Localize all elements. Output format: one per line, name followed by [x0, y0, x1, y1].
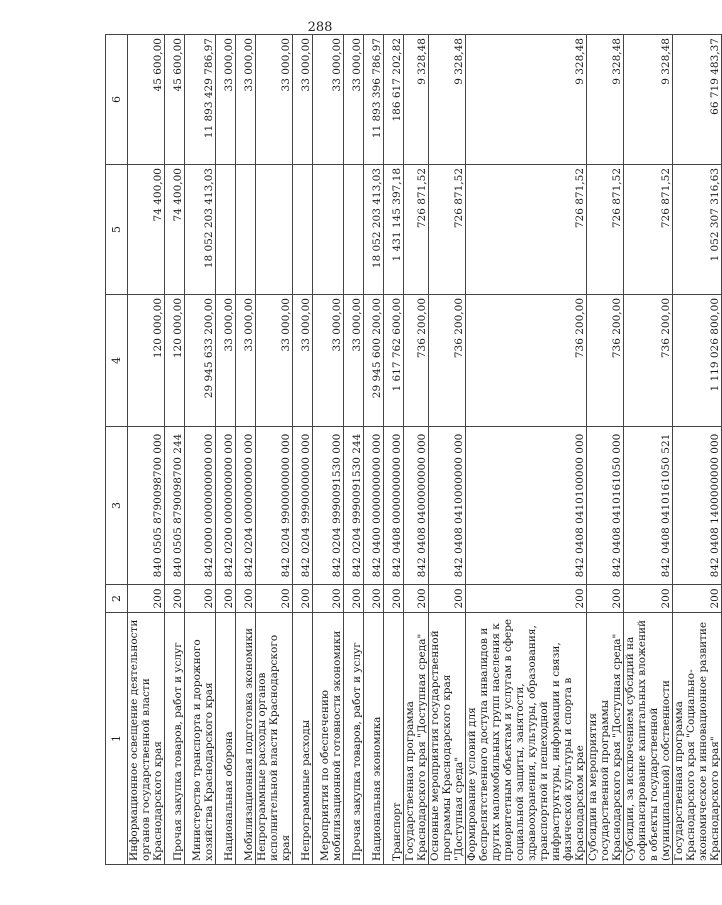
row-name: Прочая закупка товаров, работ и услуг: [344, 613, 364, 865]
row-executed: [344, 165, 364, 295]
row-budget-code: 842 0408 0400000000 000: [404, 427, 429, 585]
table-row: [429, 35, 466, 865]
row-line-code: 200: [466, 585, 587, 613]
budget-execution-table: [105, 34, 722, 865]
row-unexecuted: 33 000,00: [293, 35, 313, 165]
row-budget-code: 842 0204 9990091530 244: [344, 427, 364, 585]
row-approved: 120 000,00: [165, 295, 185, 427]
row-unexecuted: 11 893 396 786,97: [364, 35, 384, 165]
row-line-code: 200: [185, 585, 216, 613]
column-header: 4: [106, 295, 128, 427]
row-unexecuted: 9 328,48: [466, 35, 587, 165]
table-row: [216, 35, 236, 865]
row-line-code: 200: [165, 585, 185, 613]
row-approved: 33 000,00: [313, 295, 344, 427]
row-line-code: 200: [673, 585, 722, 613]
rotated-table-container: [105, 35, 721, 865]
row-line-code: 200: [404, 585, 429, 613]
page-number: 288: [307, 20, 333, 35]
table-row: [624, 35, 673, 865]
table-row: [344, 35, 364, 865]
row-budget-code: 842 0204 9990000000 000: [293, 427, 313, 585]
row-budget-code: 842 0408 0410161050 521: [624, 427, 673, 585]
row-unexecuted: 9 328,48: [587, 35, 624, 165]
row-line-code: 200: [216, 585, 236, 613]
row-line-code: 200: [256, 585, 293, 613]
row-budget-code: 840 0505 8790098700 000: [128, 427, 165, 585]
row-executed: 18 052 203 413,03: [364, 165, 384, 295]
row-budget-code: 842 0408 0000000000 000: [384, 427, 404, 585]
row-executed: 1 052 307 316,63: [673, 165, 722, 295]
row-name: Мобилизационная подготовка экономики: [236, 613, 256, 865]
row-line-code: 200: [128, 585, 165, 613]
row-name: Субсидии, за исключением субсидий на софинансирование капитальных вложений в объекты государственной (муниципальной) собственности: [624, 613, 673, 865]
row-line-code: 200: [293, 585, 313, 613]
table-row: [313, 35, 344, 865]
row-executed: [313, 165, 344, 295]
table-row: [364, 35, 384, 865]
row-budget-code: 842 0408 0410000000 000: [429, 427, 466, 585]
row-unexecuted: 9 328,48: [624, 35, 673, 165]
row-name: Информационное освещение деятельности органов государственной власти Краснодарского края: [128, 613, 165, 865]
row-approved: 736 200,00: [466, 295, 587, 427]
row-approved: 736 200,00: [624, 295, 673, 427]
row-budget-code: 842 0000 0000000000 000: [185, 427, 216, 585]
row-budget-code: 842 0408 1400000000 000: [673, 427, 722, 585]
row-name: Формирование условий для беспрепятственного доступа инвалидов и других маломобильных групп населения к приоритетным объектам и услугам в сфере социальной защиты, занятости, здравоохранения, культуры, образования, транспортной и пешеходной инфраструктуры, информации и связи, физической культуры и спорта в Краснодарском крае: [466, 613, 587, 865]
row-unexecuted: 45 600,00: [128, 35, 165, 165]
row-budget-code: 842 0408 0410161050 000: [587, 427, 624, 585]
row-name: Прочая закупка товаров, работ и услуг: [165, 613, 185, 865]
column-header: 2: [106, 585, 128, 613]
column-header: 5: [106, 165, 128, 295]
table-row: [587, 35, 624, 865]
table-row: [256, 35, 293, 865]
row-line-code: 200: [384, 585, 404, 613]
column-header: 1: [106, 613, 128, 865]
row-approved: 736 200,00: [429, 295, 466, 427]
row-approved: 33 000,00: [256, 295, 293, 427]
row-line-code: 200: [236, 585, 256, 613]
row-budget-code: 842 0200 0000000000 000: [216, 427, 236, 585]
row-unexecuted: 66 719 483,37: [673, 35, 722, 165]
row-executed: [293, 165, 313, 295]
row-executed: 74 400,00: [128, 165, 165, 295]
table-row: [404, 35, 429, 865]
table-row: [466, 35, 587, 865]
row-name: Государственная программа Краснодарского края "Социально-экономическое и инновационное развитие Краснодарского края": [673, 613, 722, 865]
row-budget-code: 842 0408 0410100000 000: [466, 427, 587, 585]
row-name: Национальная оборона: [216, 613, 236, 865]
table-row: [236, 35, 256, 865]
table-row: [128, 35, 165, 865]
table-row: [165, 35, 185, 865]
row-line-code: 200: [624, 585, 673, 613]
row-unexecuted: 186 617 202,82: [384, 35, 404, 165]
row-budget-code: 842 0204 9900000000 000: [256, 427, 293, 585]
row-executed: 74 400,00: [165, 165, 185, 295]
row-budget-code: 840 0505 8790098700 244: [165, 427, 185, 585]
row-executed: 726 871,52: [404, 165, 429, 295]
row-executed: 1 431 145 397,18: [384, 165, 404, 295]
row-name: Субсидии на мероприятия государственной программы Краснодарского края "Доступная среда": [587, 613, 624, 865]
row-executed: 18 052 203 413,03: [185, 165, 216, 295]
row-name: Основные мероприятия государственной программы Краснодарского края "Доступная среда": [429, 613, 466, 865]
row-unexecuted: 45 600,00: [165, 35, 185, 165]
row-unexecuted: 11 893 429 786,97: [185, 35, 216, 165]
row-budget-code: 842 0204 0000000000 000: [236, 427, 256, 585]
row-executed: 726 871,52: [429, 165, 466, 295]
row-approved: 1 119 026 800,00: [673, 295, 722, 427]
row-unexecuted: 33 000,00: [313, 35, 344, 165]
row-unexecuted: 33 000,00: [216, 35, 236, 165]
column-header: 3: [106, 427, 128, 585]
row-approved: 29 945 600 200,00: [364, 295, 384, 427]
row-unexecuted: 33 000,00: [256, 35, 293, 165]
table-row: [384, 35, 404, 865]
row-executed: [236, 165, 256, 295]
row-approved: 736 200,00: [587, 295, 624, 427]
row-unexecuted: 9 328,48: [404, 35, 429, 165]
row-name: Государственная программа Краснодарского края "Доступная среда": [404, 613, 429, 865]
row-executed: 726 871,52: [624, 165, 673, 295]
row-name: Транспорт: [384, 613, 404, 865]
row-executed: 726 871,52: [587, 165, 624, 295]
row-approved: 33 000,00: [293, 295, 313, 427]
row-executed: [256, 165, 293, 295]
row-approved: 33 000,00: [216, 295, 236, 427]
row-name: Непрограммные расходы: [293, 613, 313, 865]
row-line-code: 200: [364, 585, 384, 613]
row-approved: 33 000,00: [236, 295, 256, 427]
table-header-row: [106, 35, 128, 865]
table-row: [185, 35, 216, 865]
row-approved: 1 617 762 600,00: [384, 295, 404, 427]
table-row: [293, 35, 313, 865]
row-executed: 726 871,52: [466, 165, 587, 295]
row-executed: [216, 165, 236, 295]
row-unexecuted: 9 328,48: [429, 35, 466, 165]
row-approved: 736 200,00: [404, 295, 429, 427]
row-unexecuted: 33 000,00: [344, 35, 364, 165]
row-budget-code: 842 0400 0000000000 000: [364, 427, 384, 585]
table-row: [673, 35, 722, 865]
row-line-code: 200: [313, 585, 344, 613]
row-name: Национальная экономика: [364, 613, 384, 865]
row-approved: 29 945 633 200,00: [185, 295, 216, 427]
row-unexecuted: 33 000,00: [236, 35, 256, 165]
row-line-code: 200: [344, 585, 364, 613]
row-budget-code: 842 0204 9990091530 000: [313, 427, 344, 585]
row-name: Непрограммные расходы органов исполнительной власти Краснодарского края: [256, 613, 293, 865]
row-line-code: 200: [587, 585, 624, 613]
column-header: 6: [106, 35, 128, 165]
row-approved: 33 000,00: [344, 295, 364, 427]
row-name: Мероприятия по обеспечению мобилизационной готовности экономики: [313, 613, 344, 865]
row-name: Министерство транспорта и дорожного хозяйства Краснодарского края: [185, 613, 216, 865]
row-approved: 120 000,00: [128, 295, 165, 427]
row-line-code: 200: [429, 585, 466, 613]
